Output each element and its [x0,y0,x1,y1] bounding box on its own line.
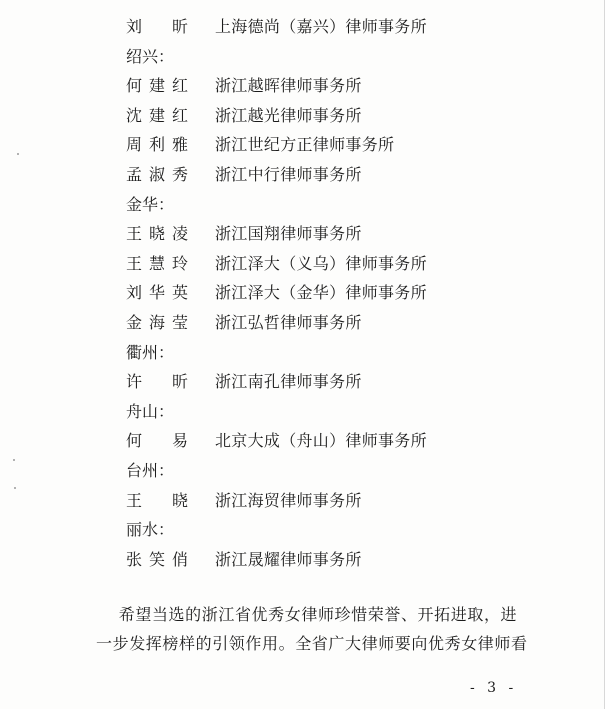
law-firm-name: 浙江南孔律师事务所 [215,372,362,392]
law-firm-name: 浙江越晖律师事务所 [215,76,362,96]
lawyer-name: 刘 昕 [126,17,188,36]
law-firm-name: 浙江弘哲律师事务所 [215,312,362,332]
lawyer-row [0,219,604,249]
lawyer-row [0,249,604,279]
lawyer-name: 周 利 雅 [126,135,188,155]
lawyer-row [0,12,604,42]
law-firm-name: 浙江中行律师事务所 [215,164,362,184]
paragraph-line-2: 一步发挥榜样的引领作用。全省广大律师要向优秀女律师看 [96,634,528,653]
lawyer-row [0,367,604,397]
region-heading-row [0,515,604,545]
lawyer-name: 金 海 莹 [126,312,188,332]
scan-speck [13,459,15,461]
lawyer-name: 王 晓 凌 [126,224,188,244]
law-firm-name: 浙江国翔律师事务所 [215,224,362,244]
law-firm-name: 浙江海贸律师事务所 [215,490,362,510]
law-firm-name: 浙江泽大（金华）律师事务所 [215,283,427,303]
lawyer-row [0,71,604,101]
lawyer-row [0,308,604,338]
lawyer-name: 刘 华 英 [126,283,188,303]
region-heading: 丽水： [126,520,175,540]
scan-speck [17,153,19,155]
lawyer-name: 王 慧 玲 [126,253,188,273]
lawyer-name: 沈 建 红 [126,105,188,125]
law-firm-name: 上海德尚（嘉兴）律师事务所 [215,17,427,36]
region-heading-row [0,338,604,368]
lawyer-name: 许 昕 [126,372,188,392]
lawyer-row [0,130,604,160]
region-heading-row [0,190,604,220]
lawyer-row [0,278,604,308]
lawyer-name: 王 晓 [126,490,188,510]
page-number: - 3 - [470,680,518,696]
lawyer-name: 张 笑 俏 [126,549,188,569]
region-heading-row [0,397,604,427]
lawyer-row [0,486,604,516]
law-firm-name: 浙江泽大（义乌）律师事务所 [215,253,427,273]
lawyer-row [0,160,604,190]
lawyer-name: 孟 淑 秀 [126,164,188,184]
region-heading: 衢州： [126,342,175,362]
scan-speck [14,487,16,489]
region-heading: 台州： [126,460,175,480]
lawyer-row [0,101,604,131]
region-heading: 绍兴： [126,46,175,66]
closing-paragraph [96,600,526,658]
law-firm-name: 浙江越光律师事务所 [215,105,362,125]
paragraph-line-1: 希望当选的浙江省优秀女律师珍惜荣誉、开拓进取，进 [96,605,518,624]
lawyer-row [0,426,604,456]
law-firm-name: 北京大成（舟山）律师事务所 [215,431,427,451]
region-heading-row [0,456,604,486]
lawyer-name: 何 易 [126,431,188,451]
law-firm-name: 浙江晟耀律师事务所 [215,549,362,569]
region-heading: 舟山： [126,401,175,421]
region-heading: 金华： [126,194,175,214]
region-heading-row [0,42,604,72]
lawyer-row [0,545,604,575]
lawyer-list [0,12,604,574]
lawyer-name: 何 建 红 [126,76,188,96]
law-firm-name: 浙江世纪方正律师事务所 [215,135,395,155]
